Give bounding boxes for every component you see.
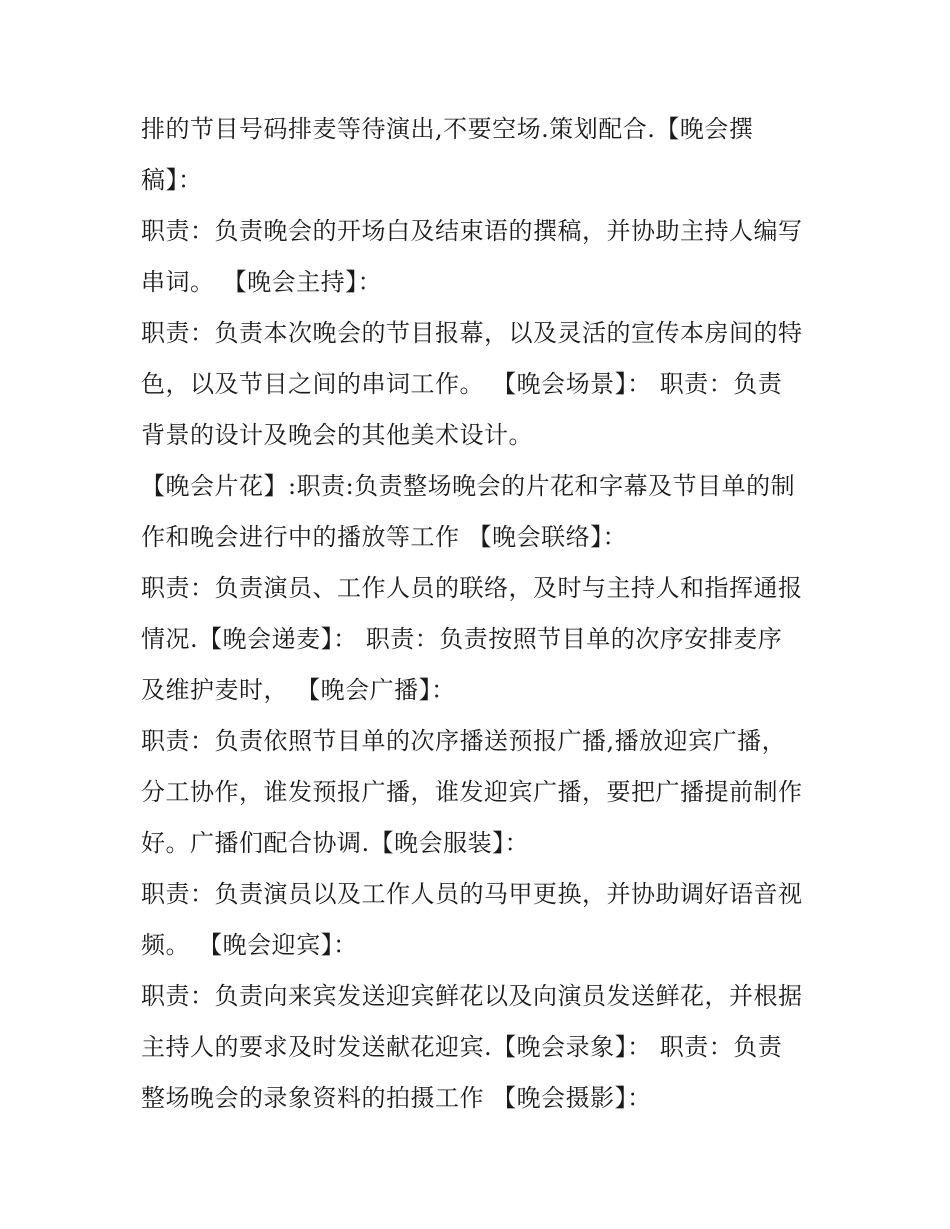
text-line: 频。 【晚会迎宾】： bbox=[141, 931, 358, 959]
text-line: 好。广播们配合协调.【晚会服装】： bbox=[141, 829, 530, 857]
text-line: 职责：负责晚会的开场白及结束语的撰稿，并协助主持人编写 bbox=[141, 217, 803, 245]
text-line: 情况.【晚会递麦】： 职责：负责按照节目单的次序安排麦序 bbox=[141, 625, 783, 653]
text-line: 职责：负责依照节目单的次序播送预报广播,播放迎宾广播， bbox=[141, 727, 787, 755]
text-line: 稿】： bbox=[141, 166, 203, 194]
text-line: 背景的设计及晚会的其他美术设计。 bbox=[141, 421, 533, 449]
text-line: 色，以及节目之间的串词工作。 【晚会场景】： 职责：负责 bbox=[141, 370, 783, 398]
text-line: 职责：负责向来宾发送迎宾鲜花以及向演员发送鲜花，并根据 bbox=[141, 982, 803, 1010]
text-line: 及维护麦时， 【晚会广播】： bbox=[141, 676, 456, 704]
text-line: 主持人的要求及时发送献花迎宾.【晚会录象】： 职责：负责 bbox=[141, 1033, 783, 1061]
text-line: 整场晚会的录象资料的拍摄工作 【晚会摄影】： bbox=[141, 1084, 652, 1112]
text-line: 排的节目号码排麦等待演出,不要空场.策划配合.【晚会撰 bbox=[141, 115, 754, 143]
text-line: 职责：负责演员、工作人员的联络，及时与主持人和指挥通报 bbox=[141, 574, 803, 602]
text-line: 职责：负责演员以及工作人员的马甲更换，并协助调好语音视 bbox=[141, 880, 803, 908]
text-line: 分工协作，谁发预报广播，谁发迎宾广播，要把广播提前制作 bbox=[141, 778, 803, 806]
text-line: 作和晚会进行中的播放等工作 【晚会联络】： bbox=[141, 523, 628, 551]
text-line: 串词。 【晚会主持】： bbox=[141, 268, 383, 296]
text-line: 职责：负责本次晚会的节目报幕，以及灵活的宣传本房间的特 bbox=[141, 319, 803, 347]
body-text bbox=[141, 104, 831, 1124]
text-line: 【晚会片花】:职责:负责整场晚会的片花和字幕及节目单的制 bbox=[141, 472, 796, 500]
